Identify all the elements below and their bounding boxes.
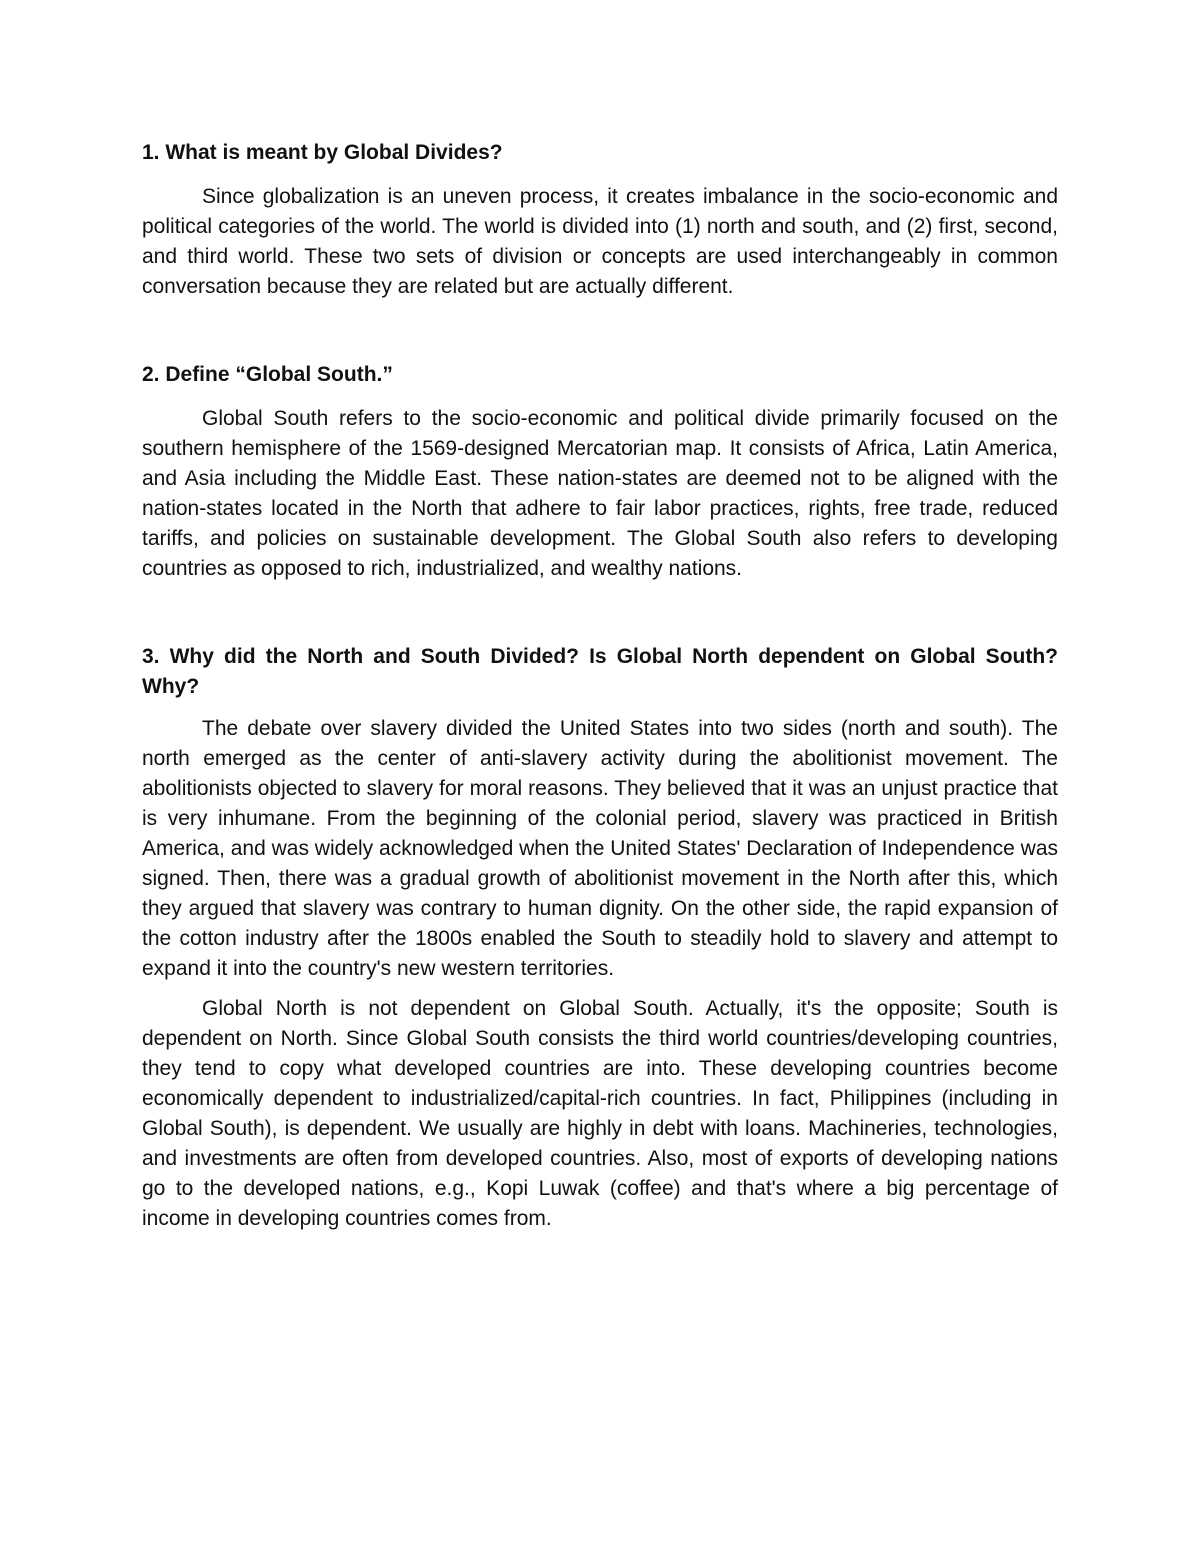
section-global-divides: [142, 138, 1058, 302]
question-heading: 1. What is meant by Global Divides?: [142, 141, 503, 164]
answer-paragraph: Since globalization is an uneven process, it creates imbalance in the socio-economic and political categories of the world. The world is divided into (1) north and south, and (2) first, second, and third world. These two sets of division or concepts are used interchangeably in common conversation because they are related but are actually different.: [142, 185, 1058, 298]
section-global-south: [142, 360, 1058, 584]
question-heading: 3. Why did the North and South Divided? Is Global North dependent on Global South? Why?: [142, 645, 1058, 698]
answer-paragraph: Global South refers to the socio-economic and political divide primarily focused on the southern hemisphere of the 1569-designed Mercatorian map. It consists of Africa, Latin America, and Asia including the Middle East. These nation-states are deemed not to be aligned with the nation-states located in the North that adhere to fair labor practices, rights, free trade, reduced tariffs, and policies on sustainable development. The Global South also refers to developing countries as opposed to rich, industrialized, and wealthy nations.: [142, 407, 1058, 580]
document-page: [142, 138, 1058, 1234]
question-heading: 2. Define “Global South.”: [142, 363, 393, 386]
section-north-south-divide: [142, 642, 1058, 1234]
answer-paragraph: Global North is not dependent on Global South. Actually, it's the opposite; South is dependent on North. Since Global South consists the third world countries/developing countries, they tend to copy what developed countries are into. These developing countries become economically dependent to industrialized/capital-rich countries. In fact, Philippines (including in Global South), is dependent. We usually are highly in debt with loans. Machineries, technologies, and investments are often from developed countries. Also, most of exports of developing nations go to the developed nations, e.g., Kopi Luwak (coffee) and that's where a big percentage of income in developing countries comes from.: [142, 997, 1058, 1230]
answer-paragraph: The debate over slavery divided the United States into two sides (north and south). The north emerged as the center of anti-slavery activity during the abolitionist movement. The abolitionists objected to slavery for moral reasons. They believed that it was an unjust practice that is very inhumane. From the beginning of the colonial period, slavery was practiced in British America, and was widely acknowledged when the United States' Declaration of Independence was signed. Then, there was a gradual growth of abolitionist movement in the North after this, which they argued that slavery was contrary to human dignity. On the other side, the rapid expansion of the cotton industry after the 1800s enabled the South to steadily hold to slavery and attempt to expand it into the country's new western territories.: [142, 717, 1058, 980]
